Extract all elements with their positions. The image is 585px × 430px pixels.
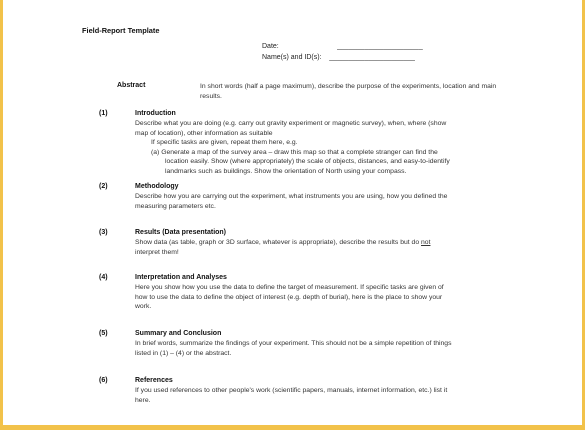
section-number: (1) [99, 110, 108, 117]
section-body-references [135, 386, 505, 405]
section-title-methodology: Methodology [135, 183, 179, 190]
body-line: Describe how you are carrying out the experiment, what instruments you are using, how you defined the [135, 193, 448, 200]
date-field-line: Date: ______________________ [262, 43, 423, 50]
emphasis-not: not [421, 239, 431, 246]
section-body-methodology [135, 192, 505, 211]
section-body-interpretation [135, 283, 505, 312]
abstract-label: Abstract [117, 82, 146, 89]
section-title-references: References [135, 377, 173, 384]
frame-left-border [0, 0, 3, 430]
body-line: Here you show how you use the data to define the target of measurement. If specific tasks are given of [135, 284, 444, 291]
body-line: work. [135, 303, 152, 310]
section-number: (3) [99, 229, 108, 236]
body-line: In brief words, summarize the findings of your experiment. This should not be a simple repetition of things [135, 340, 452, 347]
section-title-summary: Summary and Conclusion [135, 330, 222, 337]
body-line: Describe what you are doing (e.g. carry out gravity experiment or magnetic survey), when, where (show [135, 120, 447, 127]
body-line: landmarks such as buildings. Show the orientation of North using your compass. [165, 167, 407, 175]
section-title-interpretation: Interpretation and Analyses [135, 274, 227, 281]
body-line [135, 238, 505, 248]
body-line: here. [135, 396, 151, 404]
body-line-text: Show data (as table, graph or 3D surface, whatever is appropriate), describe the results but do [135, 239, 420, 246]
body-line: interpret them! [135, 248, 179, 256]
section-number: (2) [99, 183, 108, 190]
body-line: how to use the data to define the object of interest (e.g. depth of burial), here is the place to show your [135, 293, 443, 301]
body-line: If specific tasks are given, repeat them here, e.g. [151, 139, 298, 146]
section-title-results: Results (Data presentation) [135, 229, 227, 236]
section-body-summary [135, 339, 505, 358]
body-line: (a) Generate a map of the survey area – draw this map so that a complete stranger can find the [151, 148, 438, 156]
body-line: If you used references to other people's work (scientific papers, manuals, internet information, etc.) list it [135, 387, 448, 394]
body-line: location easily. Show (where appropriately) the scale of objects, distances, and easy-to-identify [165, 158, 450, 165]
section-number: (5) [99, 330, 108, 337]
name-id-field-line: Name(s) and ID(s): ______________________ [262, 54, 415, 61]
document-title: Field-Report Template [82, 26, 160, 35]
section-title-introduction: Introduction [135, 110, 176, 117]
frame-bottom-border [0, 425, 585, 430]
section-body-results [135, 238, 505, 257]
section-body-introduction [135, 119, 505, 176]
body-line: listed in (1) – (4) or the abstract. [135, 349, 232, 357]
abstract-text: In short words (half a page maximum), describe the purpose of the experiments, location and main results. [200, 83, 497, 100]
section-number: (4) [99, 274, 108, 281]
body-line: map of location), other information as suitable [135, 129, 273, 137]
section-number: (6) [99, 377, 108, 384]
body-line: measuring parameters etc. [135, 202, 216, 210]
